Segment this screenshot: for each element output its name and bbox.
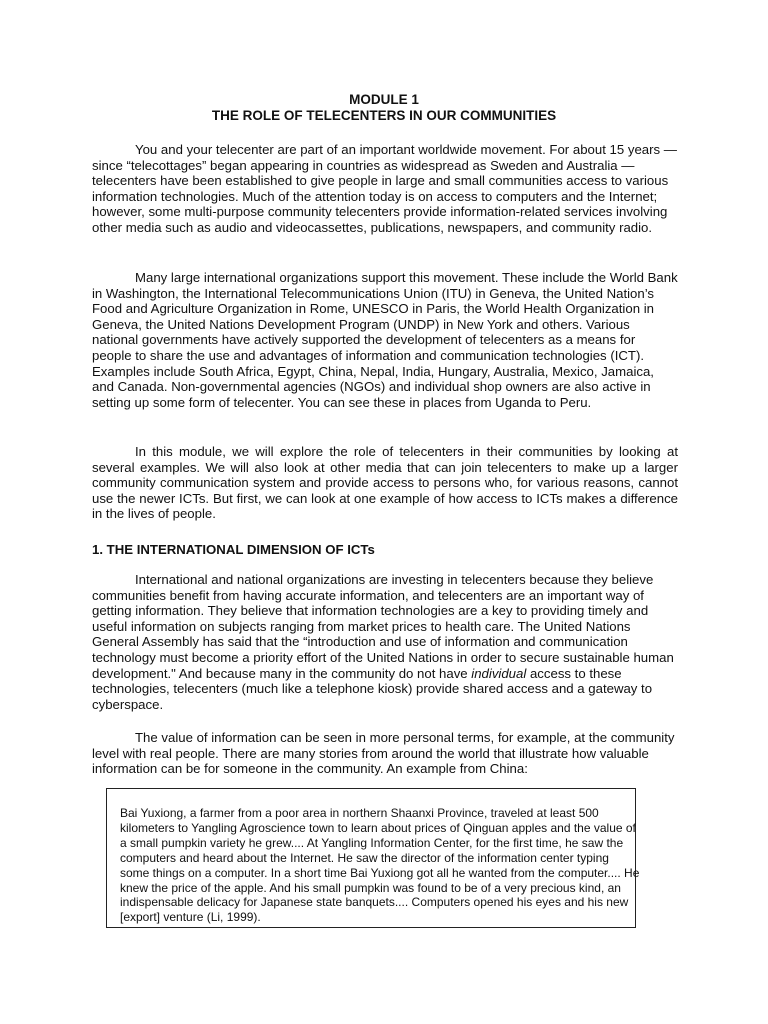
module-title: THE ROLE OF TELECENTERS IN OUR COMMUNITIES [211,108,557,123]
section-heading-international-dimension: 1. THE INTERNATIONAL DIMENSION OF ICTs [92,542,375,557]
intro-paragraph-3-text: In this module, we will explore the role of telecenters in their communities by looking at several examples. We will also look at other media that can join telecenters to make up a larger community communication system and provide access to persons who, for various reasons, cannot use the newer ICTs. But first, we can look at one example of how access to ICTs makes a difference in the lives of people. [92,444,678,522]
intro-paragraph-1 [92,142,678,236]
section1-paragraph-1-emphasis: individual [471,665,527,681]
module-label: MODULE 1 [349,92,419,107]
section1-paragraph-2-text: The value of information can be seen in more personal terms, for example, at the community level with real people. There are many stories from around the world that illustrate how valuable information can be for someone in the community. An example from China: [92,730,675,777]
intro-paragraph-3 [92,444,678,522]
section1-paragraph-1-before: International and national organizations are investing in telecenters because they believe communities benefit from having accurate information, and telecenters are an important way of getting information. They believe that information technologies are a key to providing timely and useful information on subjects ranging from market prices to health care. The United Nations General Assembly has said that the “introduction and use of information and communication technology must become a priority effort of the United Nations in order to secure sustainable human development." And because many in the community do not have [92,572,674,681]
intro-paragraph-2-text: Many large international organizations support this movement. These include the World Bank in Washington, the International Telecommunications Union (ITU) in Geneva, the United Nation’s Food and Agriculture Organization in Rome, UNESCO in Paris, the World Health Organization in Geneva, the United Nations Development Program (UNDP) in New York and others. Various national governments have actively supported the development of telecenters as a means for people to share the use and advantages of information and communication technologies (ICT). Examples include South Africa, Egypt, China, Nepal, India, Hungary, Australia, Mexico, Jamaica, and Canada. Non-governmental agencies (NGOs) and individual shop owners are also active in setting up some form of telecenter. You can see these in places from Uganda to Peru. [92,270,678,410]
china-example-box [106,788,640,928]
section1-paragraph-1-after: access to these technologies, telecenters (much like a telephone kiosk) provide shared access and a gateway to cyberspace. [92,665,653,712]
intro-paragraph-1-text: You and your telecenter are part of an important worldwide movement. For about 15 years — since “telecottages” began appearing in countries as widespread as Sweden and Australia — telecenters have been established to give people in large and small communities access to various information technologies. Much of the attention today is on access to computers and the Internet; however, some multi-purpose community telecenters provide information-related services involving other media such as audio and videocassettes, publications, newspapers, and community radio. [92,142,677,235]
section1-paragraph-1 [92,572,678,712]
module-header [0,92,768,124]
china-example-quote: Bai Yuxiong, a farmer from a poor area in northern Shaanxi Province, traveled at least 500 kilometers to Yangling Agroscience town to learn about prices of Qinguan apples and the value of a small pumpkin variety he grew.... At Yangling Information Center, for the first time, he saw the computers and heard about the Internet. He saw the director of the information center typing some things on a computer. In a short time Bai Yuxiong got all he wanted from the computer.... He knew the price of the apple. And his small pumpkin was found to be of a very precious kind, an indispensable delicacy for Japanese state banquets.... Computers opened his eyes and his new [export] venture (Li, 1999). [120,806,640,925]
section1-paragraph-2 [92,730,678,777]
intro-paragraph-2 [92,270,678,410]
